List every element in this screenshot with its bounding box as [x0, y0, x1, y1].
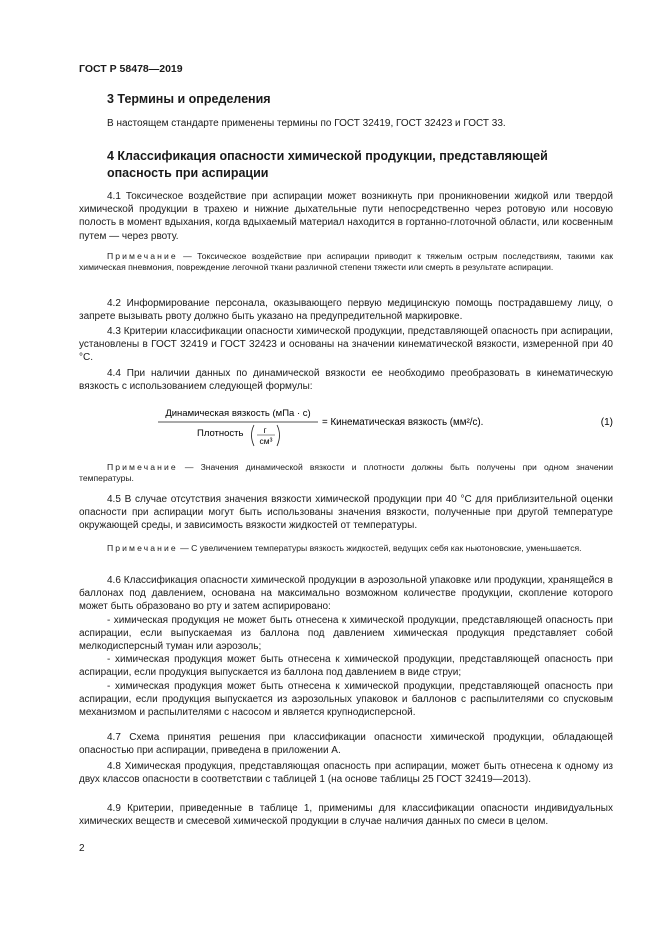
note-label: Примечание: [107, 543, 178, 553]
paragraph-4-1: 4.1 Токсическое воздействие при аспирации может возникнуть при проникновении жидкой или твердой химической продукции в трахею и нижние дыхательные пути непосредственно через ротовую или носовую полость в момент вдыхания, когда вдыхаемый материал находится в гортанно-глоточной области, или косвенным путем — через рвоту.: [79, 191, 613, 242]
section-3-title: 3 Термины и определения: [107, 92, 271, 106]
document-header: ГОСТ Р 58478—2019: [79, 63, 183, 75]
left-paren: [252, 425, 255, 446]
paragraph-4-2: 4.2 Информирование персонала, оказывающего первую медицинскую помощь пострадавшему лицу, о запрете вызывать рвоту должно быть указано на предупредительной маркировке.: [79, 298, 613, 323]
paragraph-4-9: 4.9 Критерии, приведенные в таблице 1, применимы для классификации опасности индивидуальных химических веществ и смесевой химической продукции в случае наличия данных по смеси в целом.: [79, 803, 613, 828]
paragraph-4-5: 4.5 В случае отсутствия значения вязкости химической продукции при 40 °С для приблизительной оценки опасности при аспирации могут быть использованы значения вязкости, полученные при другой температуре окружающей среды, и зависимость вязкости жидкостей от температуры.: [79, 494, 613, 532]
paragraph-4-3: 4.3 Критерии классификации опасности химической продукции, представляющей опасность при аспирации, установлены в ГОСТ 32419 и ГОСТ 32423 и основаны на значении кинематической вязкости, измеренной при 40 °С.: [79, 326, 613, 364]
note-label: Примечание: [107, 462, 178, 472]
note-text: — Значения динамической вязкости и плотности должны быть получены при одном значении температуры.: [79, 462, 613, 484]
page-number: 2: [79, 843, 85, 854]
formula-graphic: [155, 404, 615, 456]
section-4-title: 4 Классификация опасности химической продукции, представляющей опасность при аспирации: [107, 149, 548, 180]
note-1: [79, 251, 613, 274]
formula-numerator: Динамическая вязкость (мПа · с): [165, 408, 311, 419]
formula-number: (1): [600, 417, 613, 428]
section-3-paragraph: В настоящем стандарте применены термины по ГОСТ 32419, ГОСТ 32423 и ГОСТ 33.: [107, 118, 506, 129]
note-label: Примечание: [107, 251, 178, 261]
note-3: [79, 543, 613, 554]
paragraph-4-8: 4.8 Химическая продукция, представляющая опасность при аспирации, может быть отнесена к одному из двух классов опасности в соответствии с таблицей 1 (на основе таблицы 25 ГОСТ 32419—2013).: [79, 761, 613, 786]
viscosity-formula: [155, 404, 615, 456]
formula-denominator: Плотность: [197, 428, 244, 439]
unit-numerator: г: [263, 425, 267, 435]
right-paren: [277, 425, 280, 446]
list-item: - химическая продукция может быть отнесена к химической продукции, представляющей опасность при аспирации, если продукция выпускается из аэрозольных упаковок и баллонов с распылителями со спусковым механизмом и распылителями с насосом и является крупнодисперсной.: [79, 680, 613, 719]
unit-denominator: см³: [259, 436, 273, 446]
formula-rhs: = Кинематическая вязкость (мм²/с).: [322, 417, 484, 428]
list-item: - химическая продукция не может быть отнесена к химической продукции, представляющей опасность при аспирации, если выпускаемая из баллона под давлением химическая продукция представляет собой мелкодисперсный туман или аэрозоль;: [79, 614, 613, 653]
note-2: [79, 462, 613, 485]
section-3-text: [79, 117, 613, 130]
list-item: - химическая продукция может быть отнесена к химической продукции, представляющей опасность при аспирации, если продукция выпускается из баллона под давлением в виде струи;: [79, 654, 613, 679]
paragraph-4-7: 4.7 Схема принятия решения при классификации опасности химической продукции, обладающей опасностью при аспирации, приведена в приложении А.: [79, 732, 613, 757]
paragraph-4-4: 4.4 При наличии данных по динамической вязкости ее необходимо преобразовать в кинематическую вязкость с использованием следующей формулы:: [79, 368, 613, 393]
paragraph-4-6: 4.6 Классификация опасности химической продукции в аэрозольной упаковке или продукции, хранящейся в баллонах под давлением, основана на максимально возможном количестве продукции, скопление которого может быть образовано во рту и затем аспирировано: - химическая продукция не может быть отнесена к химической продукции, представляющей опасность при аспирации, если выпускаемая из баллона под давлением химическая продукция представляет собой мелкодисперсный туман или аэрозоль; - химическая продукция может быть отнесена к химической продукции, представляющей опасность при аспирации, если продукция выпускается из баллона под давлением в виде струи; - химическая продукция может быть отнесена к химической продукции, представляющей опасность при аспирации, если продукция выпускается из аэрозольных упаковок и баллонов с распылителями со спусковым механизмом и распылителями с насосом и является крупнодисперсной.: [79, 575, 613, 719]
note-text: — С увеличением температуры вязкость жидкостей, ведущих себя как ньютоновские, уменьшается.: [177, 543, 582, 553]
note-text: — Токсическое воздействие при аспирации приводит к тяжелым острым последствиям, такими как химическая пневмония, повреждение легочной ткани различной степени тяжести или смерть в результате аспирации.: [79, 251, 613, 273]
